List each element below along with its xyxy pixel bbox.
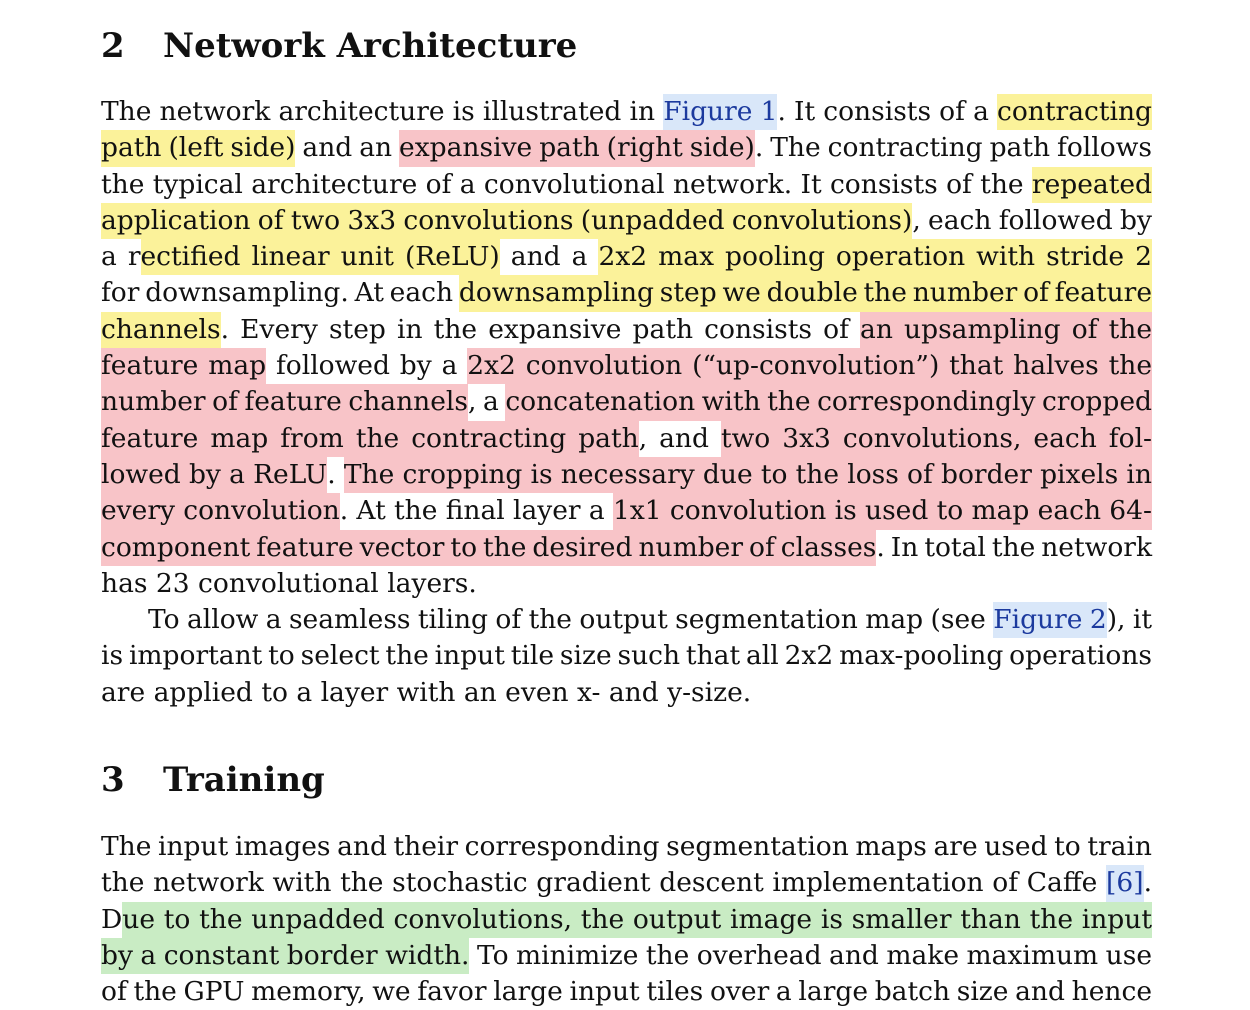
highlighted-text: channels	[101, 312, 221, 348]
text-segment: ), it	[1106, 604, 1153, 636]
highlighted-text: feature map	[101, 348, 266, 384]
highlighted-text: 1x1 convolution is used to map each 64-	[613, 493, 1152, 529]
reference-link[interactable]: Figure 1	[663, 94, 777, 130]
highlighted-text: lowed by a ReLU	[101, 457, 327, 493]
text-segment: , a	[467, 386, 506, 418]
highlighted-text: an upsampling of the	[860, 312, 1152, 348]
text-line	[101, 829, 1152, 865]
text-segment: . Every step in the expansive path consists of	[220, 313, 861, 345]
section-2-body	[101, 94, 1152, 711]
text-line	[101, 493, 1152, 529]
text-segment: The input images and their corresponding segmentation maps are used to train	[101, 831, 1152, 862]
text-segment: . In total the network	[876, 531, 1153, 563]
section-3-body	[101, 829, 1152, 1010]
highlighted-text: The cropping is necessary due to the loss of border pixels in	[344, 457, 1152, 493]
text-line	[101, 312, 1152, 348]
text-segment: are applied to a layer with an even x- and y-size.	[101, 676, 752, 708]
text-line	[101, 94, 1152, 130]
section-3-heading	[101, 760, 325, 800]
text-line	[101, 566, 1152, 602]
text-line	[101, 167, 1152, 203]
text-segment: of the GPU memory, we favor large input tiles over a large batch size and hence	[101, 976, 1152, 1008]
highlighted-text: component feature vector to the desired number of classes	[101, 530, 876, 566]
text-segment: has 23 convolutional layers.	[101, 567, 477, 599]
text-segment: the typical architecture of a convolutional network. It consists of the	[101, 168, 1032, 200]
text-segment: . The contracting path follows	[754, 132, 1152, 164]
text-segment: . At the final layer a	[339, 495, 613, 527]
text-segment: followed by a	[266, 350, 468, 382]
reference-link[interactable]: Figure 2	[993, 602, 1107, 638]
highlighted-text: downsampling step we double the number of feature	[459, 275, 1152, 311]
text-segment: The network architecture is illustrated in	[101, 96, 664, 127]
text-line	[101, 203, 1152, 239]
highlighted-text: every convolution	[101, 493, 340, 529]
text-segment: is important to select the input tile size such that all 2x2 max-pooling operations	[101, 640, 1152, 672]
text-segment: , and	[638, 422, 721, 454]
section-3-number: 3	[101, 760, 125, 800]
text-line	[101, 421, 1152, 457]
section-3-title: Training	[163, 760, 325, 800]
text-segment: .	[327, 458, 344, 490]
highlighted-text: 2x2 convolution (“up-convolution”) that halves the	[467, 348, 1152, 384]
text-line	[101, 348, 1152, 384]
text-segment: .	[1143, 867, 1152, 899]
text-segment: D	[101, 903, 123, 935]
text-line	[101, 130, 1152, 166]
text-line	[101, 275, 1152, 311]
text-line	[101, 457, 1152, 493]
text-segment: for downsampling. At each	[101, 277, 459, 309]
text-line	[101, 530, 1152, 566]
text-line	[101, 638, 1152, 674]
text-segment: . It consists of a	[777, 96, 998, 127]
text-segment: the network with the stochastic gradient descent implementation of Caffe	[101, 867, 1107, 899]
text-line	[101, 675, 1152, 711]
highlighted-text: concatenation with the correspondingly cropped	[505, 384, 1152, 420]
text-segment: To allow a seamless tiling of the output segmentation map (see	[148, 604, 994, 636]
reference-link[interactable]: [6]	[1106, 865, 1144, 901]
highlighted-text: path (left side)	[101, 130, 295, 166]
highlighted-text: feature map from the contracting path	[101, 421, 639, 457]
highlighted-text: ue to the unpadded convolutions, the output image is smaller than the input	[122, 902, 1152, 938]
highlighted-text: expansive path (right side)	[399, 130, 755, 166]
highlighted-text: two 3x3 convolutions, each fol-	[721, 421, 1152, 457]
highlighted-text: application of two 3x3 convolutions (unpadded convolutions)	[101, 203, 912, 239]
text-line	[101, 239, 1152, 275]
text-line	[101, 384, 1152, 420]
section-2-number: 2	[101, 26, 125, 66]
text-segment: and a	[499, 241, 599, 273]
section-2-heading	[101, 26, 577, 66]
text-segment: a r	[101, 241, 141, 273]
text-line	[101, 938, 1152, 974]
text-line	[101, 865, 1152, 901]
highlighted-text: contracting	[997, 94, 1152, 130]
text-segment: To minimize the overhead and make maximum use	[469, 939, 1153, 971]
section-2-title: Network Architecture	[163, 26, 578, 66]
highlighted-text: ectified linear unit (ReLU)	[141, 239, 500, 275]
highlighted-text: 2x2 max pooling operation with stride 2	[598, 239, 1152, 275]
highlighted-text: number of feature channels	[101, 384, 468, 420]
text-line	[101, 602, 1152, 638]
text-line	[101, 902, 1152, 938]
highlighted-text: repeated	[1032, 167, 1152, 203]
text-line	[101, 974, 1152, 1010]
text-segment: , each followed by	[912, 204, 1152, 236]
highlighted-text: by a constant border width.	[101, 938, 469, 974]
text-segment: and an	[295, 132, 400, 164]
